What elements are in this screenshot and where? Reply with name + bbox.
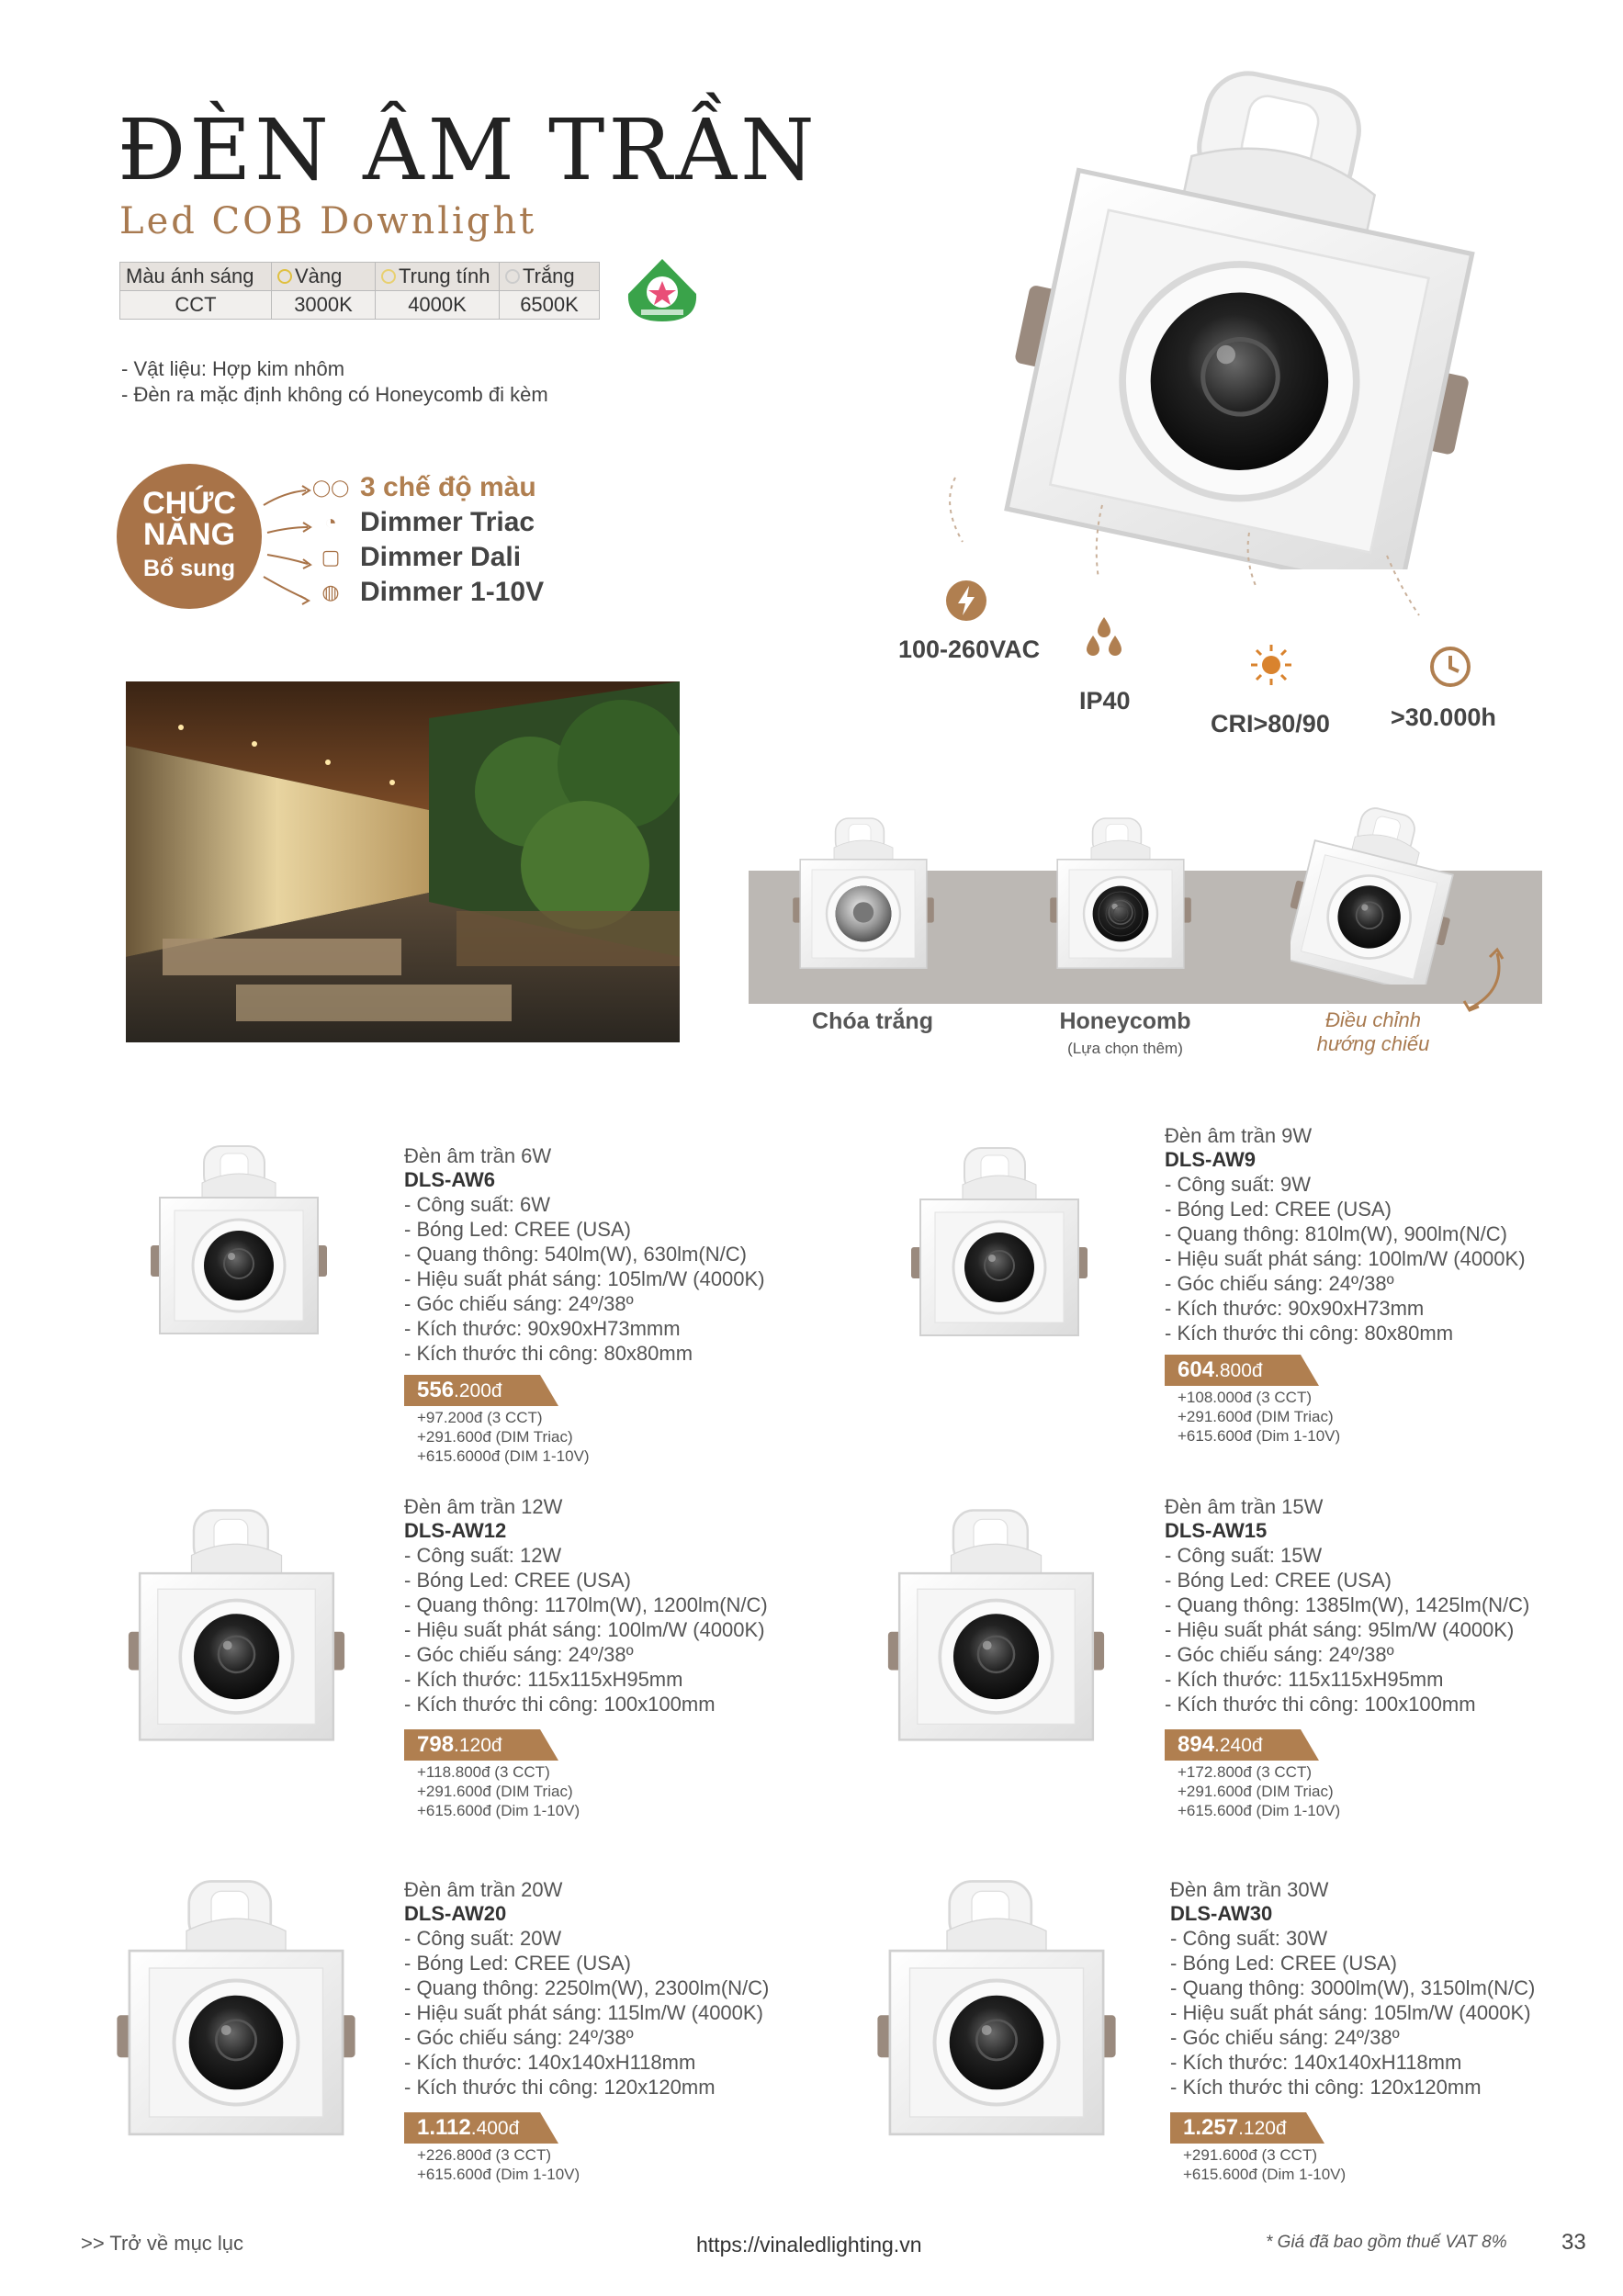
cct-table	[119, 262, 600, 320]
feature-badge-line2: NĂNG	[142, 517, 236, 552]
price-rest: .240đ	[1214, 1735, 1263, 1756]
price-tag	[404, 2112, 558, 2144]
addon-line: +291.600đ (3 CCT)	[1183, 2146, 1317, 2164]
feature-badge-line1: CHỨC	[142, 486, 236, 521]
feature-label: Dimmer 1-10V	[360, 577, 545, 607]
price-rest: .400đ	[470, 2118, 520, 2139]
price-addons	[1178, 1388, 1526, 1446]
price-addons	[417, 2145, 769, 2184]
product-specs	[404, 1192, 765, 1366]
product-image	[873, 1869, 1121, 2142]
water-drops-icon	[1082, 615, 1126, 659]
yellow-dot-icon	[277, 269, 292, 284]
spec-line: - Bóng Led: CREE (USA)	[404, 1569, 631, 1592]
addon-line: +615.6000đ (DIM 1-10V)	[417, 1447, 590, 1465]
product-specs	[1165, 1172, 1526, 1345]
addon-line: +108.000đ (3 CCT)	[1178, 1389, 1312, 1406]
sun-icon	[1249, 643, 1293, 687]
option-adjust-line1: Điều chỉnh	[1325, 1008, 1421, 1031]
spec-line: - Bóng Led: CREE (USA)	[404, 1952, 631, 1975]
feature-item	[312, 575, 544, 610]
white-reflector-lamp-image	[790, 805, 937, 979]
spec-voltage: 100-260VAC	[898, 636, 1041, 663]
product-code: DLS-AW6	[404, 1168, 495, 1191]
clock-icon	[1428, 645, 1472, 689]
product-code: DLS-AW15	[1165, 1519, 1268, 1542]
spec-line: - Kích thước: 90x90xH73mmm	[404, 1317, 681, 1340]
spec-cri: CRI>80/90	[1211, 710, 1330, 737]
feature-list	[312, 470, 544, 610]
honeycomb-lamp-image	[1047, 803, 1194, 981]
spec-lifetime: >30.000h	[1391, 703, 1496, 731]
cct-value-label: CCT	[120, 291, 272, 320]
adjustable-lamp-image	[1291, 801, 1456, 985]
addon-line: +615.600đ (Dim 1-10V)	[417, 1802, 580, 1819]
energy-label-icon	[626, 257, 698, 323]
spec-line: - Bóng Led: CREE (USA)	[1165, 1198, 1392, 1221]
website-link[interactable]: https://vinaledlighting.vn	[696, 2233, 922, 2257]
product-title: Đèn âm trần 15W	[1165, 1495, 1324, 1518]
price-addons	[417, 1408, 765, 1466]
spec-line: - Hiệu suất phát sáng: 105lm/W (4000K)	[1170, 2001, 1531, 2024]
cct-head-white: Trắng	[523, 264, 575, 287]
feature-item	[312, 505, 544, 540]
product-specs	[1165, 1543, 1529, 1716]
spec-line: - Kích thước thi công: 120x120mm	[1170, 2076, 1482, 2099]
spec-line: - Bóng Led: CREE (USA)	[1170, 1952, 1397, 1975]
spec-line: - Công suất: 9W	[1165, 1173, 1311, 1196]
spec-line: - Công suất: 12W	[404, 1544, 562, 1567]
spec-line: - Kích thước: 140x140xH118mm	[404, 2051, 696, 2074]
product-title: Đèn âm trần 30W	[1170, 1878, 1329, 1901]
cct-head-label: Màu ánh sáng	[120, 263, 272, 291]
spec-line: - Công suất: 30W	[1170, 1927, 1328, 1950]
addon-line: +615.600đ (Dim 1-10V)	[417, 2166, 580, 2183]
product-title: Đèn âm trần 12W	[404, 1495, 563, 1518]
spec-line: - Kích thước: 140x140xH118mm	[1170, 2051, 1462, 2074]
addon-line: +226.800đ (3 CCT)	[417, 2146, 551, 2164]
spec-line: - Hiệu suất phát sáng: 105lm/W (4000K)	[404, 1267, 765, 1290]
price-rest: .120đ	[454, 1735, 502, 1756]
feature-badge-line3: Bổ sung	[143, 556, 235, 581]
feature-item	[312, 540, 544, 575]
spec-ip: IP40	[1079, 687, 1131, 715]
price	[1178, 1732, 1263, 1758]
option-honeycomb-sub: (Lựa chọn thêm)	[1067, 1040, 1183, 1057]
dimmer-dali-icon: ▢	[321, 546, 341, 568]
white-dot-icon	[505, 269, 520, 284]
product-title: Đèn âm trần 6W	[404, 1144, 552, 1167]
cct-value-neutral: 4000K	[376, 291, 500, 320]
spec-line: - Kích thước: 115x115xH95mm	[1165, 1668, 1444, 1691]
price	[417, 1732, 502, 1758]
spec-line: - Quang thông: 810lm(W), 900lm(N/C)	[1165, 1222, 1507, 1245]
price-tag	[404, 1375, 558, 1406]
price	[1178, 1357, 1263, 1383]
addon-line: +118.800đ (3 CCT)	[417, 1763, 550, 1781]
option-adjust	[1277, 1008, 1470, 1056]
price-rest: .800đ	[1214, 1360, 1263, 1381]
spec-line: - Hiệu suất phát sáng: 95lm/W (4000K)	[1165, 1618, 1515, 1641]
color-modes-icon: ◯◯	[312, 478, 350, 497]
price	[417, 1378, 502, 1403]
product-image	[124, 1499, 349, 1747]
product-image	[907, 1139, 1091, 1341]
spec-line: - Góc chiếu sáng: 24º/38º	[1170, 2026, 1400, 2049]
spec-line: - Kích thước thi công: 80x80mm	[1165, 1322, 1454, 1345]
spec-line: - Công suất: 15W	[1165, 1544, 1323, 1567]
price-tag	[404, 1729, 558, 1761]
price-rest: .120đ	[1238, 2118, 1287, 2139]
spec-line: - Bóng Led: CREE (USA)	[404, 1218, 631, 1241]
neutral-dot-icon	[381, 269, 396, 284]
addon-line: +291.600đ (DIM Triac)	[417, 1783, 573, 1800]
spec-line: - Quang thông: 1170lm(W), 1200lm(N/C)	[404, 1593, 768, 1616]
product-card-aw15	[1165, 1495, 1529, 1820]
spec-line: - Góc chiếu sáng: 24º/38º	[404, 2026, 634, 2049]
addon-line: +97.200đ (3 CCT)	[417, 1409, 543, 1426]
spec-line: - Quang thông: 540lm(W), 630lm(N/C)	[404, 1243, 747, 1266]
spec-line: - Kích thước thi công: 80x80mm	[404, 1342, 693, 1365]
product-specs	[404, 1926, 769, 2099]
product-image	[884, 1499, 1109, 1747]
product-card-aw6	[404, 1144, 765, 1466]
spec-line: - Bóng Led: CREE (USA)	[1165, 1569, 1392, 1592]
feature-badge	[117, 464, 262, 609]
spec-line: - Góc chiếu sáng: 24º/38º	[1165, 1272, 1394, 1295]
cct-head-neutral: Trung tính	[399, 264, 490, 287]
spec-pointer-arrows	[919, 468, 1488, 652]
spec-line: - Kích thước: 90x90xH73mm	[1165, 1297, 1425, 1320]
price-addons	[1183, 2145, 1535, 2184]
page-subtitle: Led COB Downlight	[119, 200, 537, 242]
spec-line: - Công suất: 6W	[404, 1193, 550, 1216]
spec-line: - Quang thông: 2250lm(W), 2300lm(N/C)	[404, 1976, 770, 1999]
addon-line: +172.800đ (3 CCT)	[1178, 1763, 1312, 1781]
product-card-aw30	[1170, 1878, 1535, 2184]
note-honeycomb: - Đèn ra mặc định không có Honeycomb đi kèm	[121, 383, 548, 406]
addon-line: +291.600đ (DIM Triac)	[1178, 1783, 1334, 1800]
spec-line: - Kích thước thi công: 100x100mm	[404, 1693, 716, 1716]
product-card-aw12	[404, 1495, 768, 1820]
product-card-aw9	[1165, 1124, 1526, 1446]
spec-line: - Hiệu suất phát sáng: 100lm/W (4000K)	[404, 1618, 765, 1641]
product-code: DLS-AW20	[404, 1902, 507, 1925]
product-card-aw20	[404, 1878, 769, 2184]
back-to-toc-link[interactable]: >> Trở về mục lục	[81, 2232, 244, 2255]
price	[417, 2115, 519, 2141]
price-main: 1.112	[417, 2115, 471, 2140]
dimmer-triac-icon: ◔	[324, 511, 337, 534]
feature-label: 3 chế độ màu	[360, 472, 536, 502]
price-tag	[1165, 1729, 1319, 1761]
product-image	[147, 1137, 331, 1339]
spec-line: - Công suất: 20W	[404, 1927, 562, 1950]
addon-line: +615.600đ (Dim 1-10V)	[1178, 1427, 1341, 1445]
option-honeycomb: Honeycomb	[1059, 1008, 1191, 1034]
product-code: DLS-AW9	[1165, 1148, 1256, 1171]
cct-value-warm: 3000K	[272, 291, 376, 320]
spec-line: - Quang thông: 3000lm(W), 3150lm(N/C)	[1170, 1976, 1536, 1999]
price-main: 1.257	[1183, 2115, 1239, 2140]
price-rest: .200đ	[454, 1380, 502, 1401]
price	[1183, 2115, 1287, 2141]
note-material: - Vật liệu: Hợp kim nhôm	[121, 357, 345, 380]
price-addons	[417, 1762, 768, 1820]
interior-photo	[126, 681, 680, 1042]
spec-line: - Góc chiếu sáng: 24º/38º	[1165, 1643, 1394, 1666]
product-specs	[404, 1543, 768, 1716]
price-tag	[1170, 2112, 1324, 2144]
product-code: DLS-AW30	[1170, 1902, 1273, 1925]
rotate-arrow-icon	[1460, 944, 1516, 1018]
addon-line: +615.600đ (Dim 1-10V)	[1183, 2166, 1347, 2183]
spec-line: - Góc chiếu sáng: 24º/38º	[404, 1643, 634, 1666]
product-code: DLS-AW12	[404, 1519, 507, 1542]
price-main: 556	[417, 1378, 455, 1402]
cct-value-white: 6500K	[500, 291, 600, 320]
addon-line: +291.600đ (DIM Triac)	[417, 1428, 573, 1446]
cct-head-warm: Vàng	[295, 264, 343, 287]
price-main: 798	[417, 1732, 455, 1757]
spec-line: - Kích thước: 115x115xH95mm	[404, 1668, 683, 1691]
lightning-icon	[944, 579, 988, 623]
feature-label: Dimmer Triac	[360, 507, 535, 537]
feature-label: Dimmer Dali	[360, 542, 522, 572]
product-image	[112, 1869, 360, 2142]
option-white-reflector: Chóa trắng	[812, 1008, 933, 1034]
addon-line: +615.600đ (Dim 1-10V)	[1178, 1802, 1341, 1819]
vat-note: * Giá đã bao gồm thuế VAT 8%	[1266, 2233, 1507, 2252]
spec-line: - Hiệu suất phát sáng: 115lm/W (4000K)	[404, 2001, 763, 2024]
page-title: ĐÈN ÂM TRẦN	[118, 101, 818, 199]
feature-item	[312, 470, 544, 505]
addon-line: +291.600đ (DIM Triac)	[1178, 1408, 1334, 1425]
spec-line: - Kích thước thi công: 120x120mm	[404, 2076, 716, 2099]
spec-line: - Hiệu suất phát sáng: 100lm/W (4000K)	[1165, 1247, 1526, 1270]
product-title: Đèn âm trần 20W	[404, 1878, 563, 1901]
page-number: 33	[1561, 2230, 1586, 2255]
price-main: 894	[1178, 1732, 1215, 1757]
price-tag	[1165, 1355, 1319, 1386]
spec-line: - Góc chiếu sáng: 24º/38º	[404, 1292, 634, 1315]
price-addons	[1178, 1762, 1529, 1820]
spec-line: - Kích thước thi công: 100x100mm	[1165, 1693, 1476, 1716]
price-main: 604	[1178, 1357, 1215, 1382]
feature-arrows-icon	[262, 478, 317, 606]
spec-line: - Quang thông: 1385lm(W), 1425lm(N/C)	[1165, 1593, 1530, 1616]
dimmer-1-10v-icon: ◍	[321, 580, 340, 603]
option-adjust-line2: hướng chiếu	[1316, 1032, 1430, 1055]
product-specs	[1170, 1926, 1535, 2099]
material-notes	[121, 356, 548, 408]
product-title: Đèn âm trần 9W	[1165, 1124, 1313, 1147]
